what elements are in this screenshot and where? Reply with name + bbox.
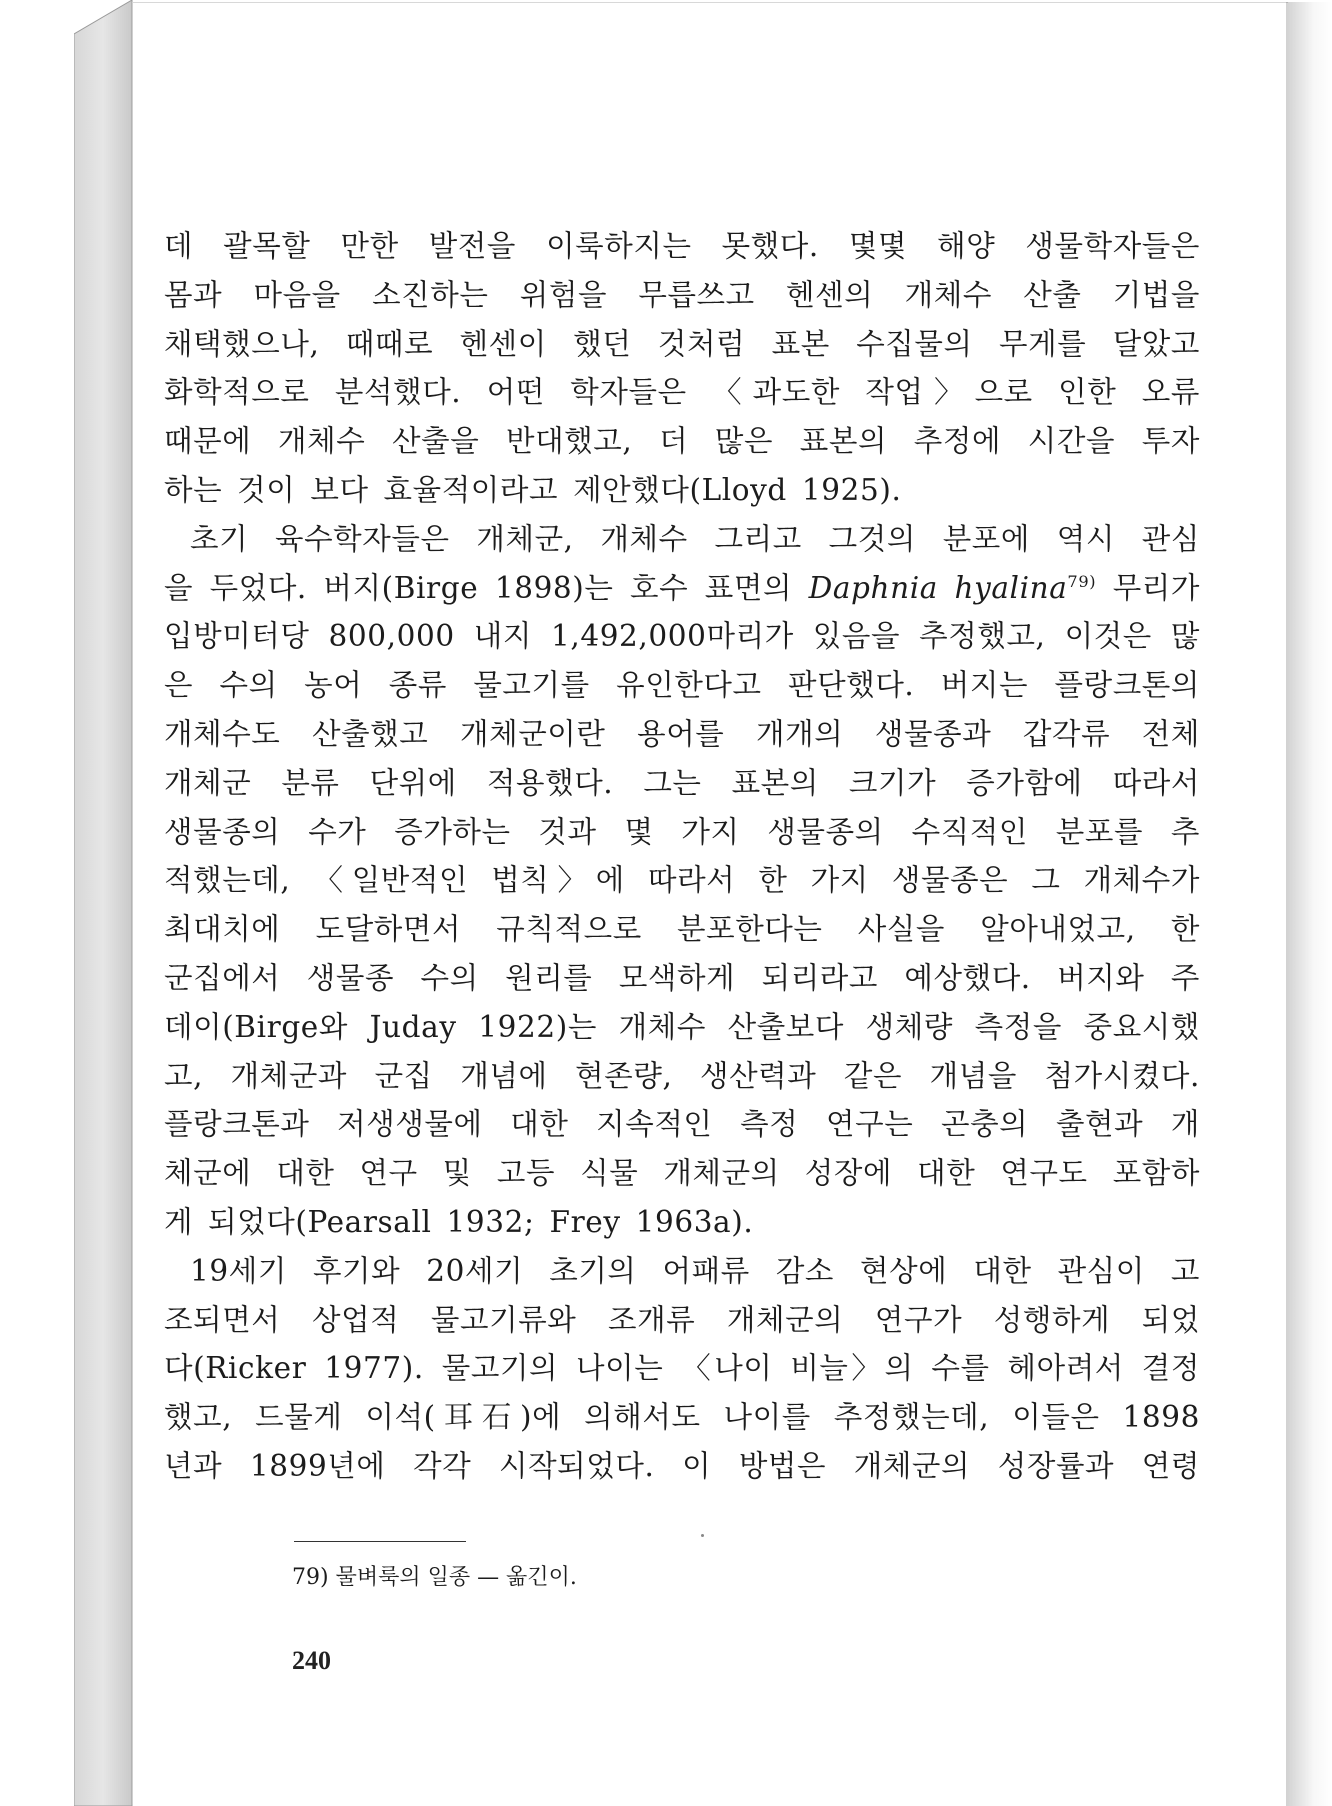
text-line: 초기 육수학자들은 개체군, 개체수 그리고 그것의 분포에 역시 관심 <box>190 521 1200 556</box>
text-line: 은 수의 농어 종류 물고기를 유인한다고 판단했다. 버지는 플랑크톤의 <box>164 668 1200 703</box>
text-line: 생물종의 수가 증가하는 것과 몇 가지 생물종의 수직적인 분포를 추 <box>164 814 1200 849</box>
scan-speck <box>701 1534 704 1537</box>
text-line: 하는 것이 보다 효율적이라고 제안했다(Lloyd 1925). <box>164 472 902 507</box>
text-line: 화학적으로 분석했다. 어떤 학자들은 〈과도한 작업〉으로 인한 오류 <box>164 375 1200 410</box>
page-number: 240 <box>292 1646 331 1675</box>
body-text <box>164 222 1200 1491</box>
text-line: 데이(Birge와 Juday 1922)는 개체수 산출보다 생체량 측정을 중요시했 <box>164 1009 1200 1044</box>
text-line: 플랑크톤과 저생생물에 대한 지속적인 측정 연구는 곤충의 출현과 개 <box>164 1107 1200 1142</box>
text-line: 군집에서 생물종 수의 원리를 모색하게 되리라고 예상했다. 버지와 주 <box>164 960 1200 995</box>
footnote-rule <box>294 1541 466 1542</box>
text-line: 채택했으나, 때때로 헨센이 했던 것처럼 표본 수집물의 무게를 달았고 <box>164 326 1200 361</box>
text-line: 때문에 개체수 산출을 반대했고, 더 많은 표본의 추정에 시간을 투자 <box>164 424 1200 459</box>
text-line: 최대치에 도달하면서 규칙적으로 분포한다는 사실을 알아내었고, 한 <box>164 912 1200 947</box>
text-line: 했고, 드물게 이석(耳石)에 의해서도 나이를 추정했는데, 이들은 1898 <box>164 1400 1200 1435</box>
text-line: 체군에 대한 연구 및 고등 식물 개체군의 성장에 대한 연구도 포함하 <box>164 1156 1200 1191</box>
text-line: 고, 개체군과 군집 개념에 현존량, 생산력과 같은 개념을 첨가시켰다. <box>164 1058 1200 1093</box>
footnote: 79) 물벼룩의 일종 — 옮긴이. <box>292 1565 577 1590</box>
text-fragment: 무리가 <box>1096 570 1200 605</box>
text-line: 개체수도 산출했고 개체군이란 용어를 개개의 생물종과 갑각류 전체 <box>164 716 1200 751</box>
text-fragment: 을 두었다. 버지(Birge 1898)는 호수 표면의 <box>164 570 809 605</box>
page-edge-shadow <box>1286 2 1332 1806</box>
species-name: Daphnia hyalina <box>808 570 1068 605</box>
text-line: 개체군 분류 단위에 적용했다. 그는 표본의 크기가 증가함에 따라서 <box>164 765 1200 800</box>
text-line: 19세기 후기와 20세기 초기의 어패류 감소 현상에 대한 관심이 고 <box>190 1253 1200 1288</box>
text-line: 데 괄목할 만한 발전을 이룩하지는 못했다. 몇몇 해양 생물학자들은 <box>164 229 1200 263</box>
text-line: 입방미터당 800,000 내지 1,492,000마리가 있음을 추정했고, 이것은 많 <box>164 619 1200 654</box>
text-line: 조되면서 상업적 물고기류와 조개류 개체군의 연구가 성행하게 되었 <box>164 1302 1200 1337</box>
text-line: 적했는데, 〈일반적인 법칙〉에 따라서 한 가지 생물종은 그 개체수가 <box>164 863 1200 898</box>
footnote-ref: 79) <box>1067 571 1097 591</box>
text-line: 년과 1899년에 각각 시작되었다. 이 방법은 개체군의 성장률과 연령 <box>164 1448 1200 1483</box>
text-line: 다(Ricker 1977). 물고기의 나이는 〈나이 비늘〉의 수를 헤아려서 결정 <box>164 1351 1200 1386</box>
text-line: 게 되었다(Pearsall 1932; Frey 1963a). <box>164 1204 754 1239</box>
text-line: 몸과 마음을 소진하는 위험을 무릅쓰고 헨센의 개체수 산출 기법을 <box>164 277 1200 312</box>
text-line-with-species <box>164 564 1200 613</box>
